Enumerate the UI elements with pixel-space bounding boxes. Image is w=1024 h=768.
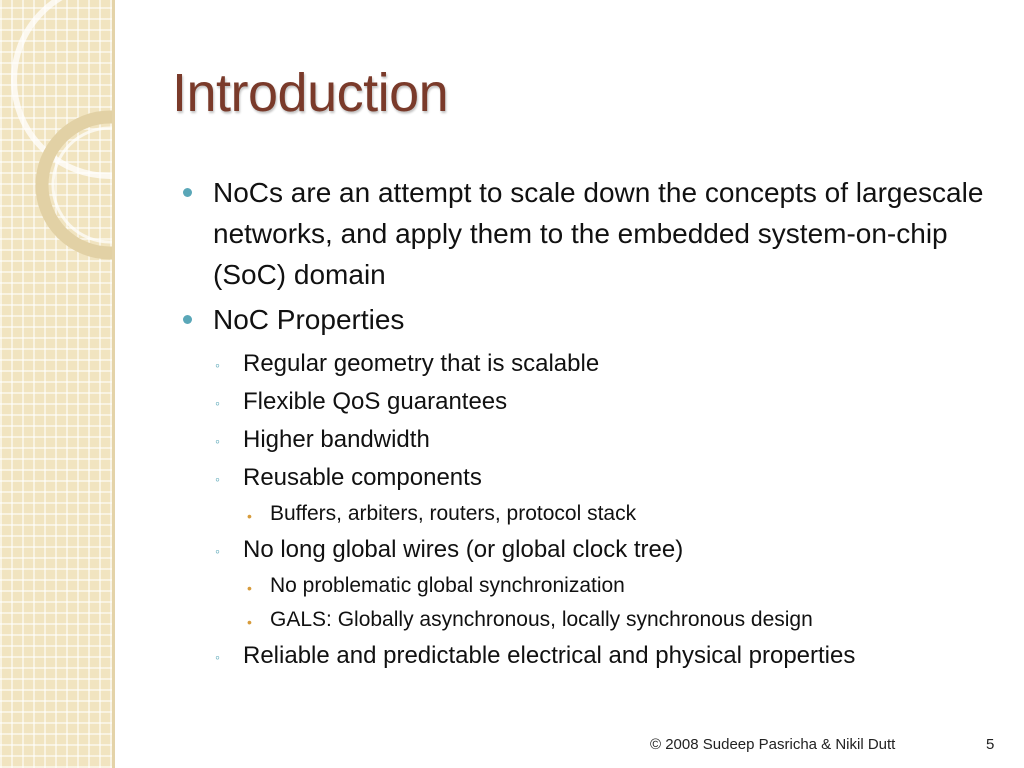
property-item: [183, 642, 1003, 670]
property-item: [183, 426, 1003, 454]
bullet-text: NoCs are an attempt to scale down the concepts of largescale networks, and apply them to the embedded system-on-chip (SoC) domain: [213, 177, 984, 290]
decorative-rings: [0, 0, 112, 768]
property-text: Higher bandwidth: [243, 426, 430, 453]
sub-property-text: GALS: Globally asynchronous, locally synchronous design: [270, 608, 813, 631]
sub-property-item: [183, 574, 1003, 598]
property-text: Regular geometry that is scalable: [243, 350, 600, 377]
hollow-circle-bullet-icon: ◦: [215, 649, 220, 665]
filled-circle-bullet-icon: [183, 315, 192, 324]
hollow-circle-bullet-icon: ◦: [215, 471, 220, 487]
page-number: 5: [986, 736, 995, 753]
sub-property-item: [183, 608, 1003, 632]
property-text: No long global wires (or global clock tree): [243, 536, 684, 563]
filled-circle-bullet-icon: [183, 188, 192, 197]
small-dot-bullet-icon: •: [247, 580, 252, 596]
hollow-circle-bullet-icon: ◦: [215, 543, 220, 559]
sub-property-text: No problematic global synchronization: [270, 574, 625, 597]
property-item: [183, 388, 1003, 416]
ring-large: [14, 0, 112, 176]
bullet-text: NoC Properties: [213, 304, 405, 335]
property-text: Reliable and predictable electrical and physical properties: [243, 642, 856, 669]
decorative-sidebar: [0, 0, 112, 768]
property-item: [183, 464, 1003, 492]
hollow-circle-bullet-icon: ◦: [215, 433, 220, 449]
small-dot-bullet-icon: •: [247, 508, 252, 524]
slide-title: Introduction: [172, 63, 449, 123]
sub-property-text: Buffers, arbiters, routers, protocol stack: [270, 502, 637, 525]
property-item: [183, 350, 1003, 378]
slide-body: [183, 172, 1003, 670]
hollow-circle-bullet-icon: ◦: [215, 357, 220, 373]
property-text: Reusable components: [243, 464, 482, 491]
property-item: [183, 536, 1003, 564]
property-text: Flexible QoS guarantees: [243, 388, 508, 415]
footer-copyright: © 2008 Sudeep Pasricha & Nikil Dutt: [650, 736, 896, 753]
small-dot-bullet-icon: •: [247, 614, 252, 630]
bullet-noc-properties: [183, 299, 1003, 340]
hollow-circle-bullet-icon: ◦: [215, 395, 220, 411]
bullet-nocs-intro: [183, 172, 1003, 295]
sub-property-item: [183, 502, 1003, 526]
sidebar-divider: [112, 0, 115, 768]
